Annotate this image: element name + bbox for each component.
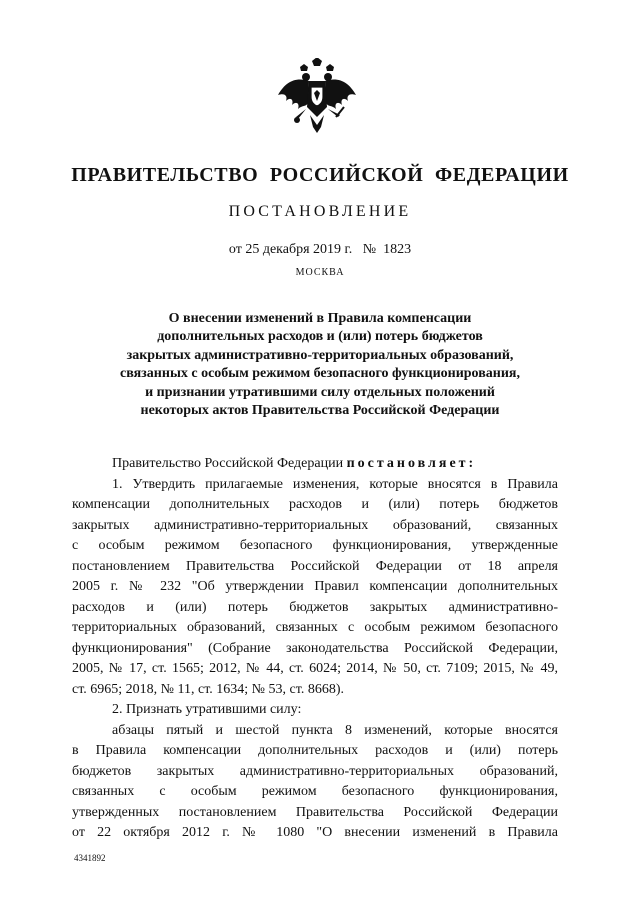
body-line: 2005 г. № 232 "Об утверждении Правил компенсации дополнительных bbox=[72, 579, 558, 594]
body-line: 2. Признать утратившими силу: bbox=[112, 702, 302, 717]
document-heading bbox=[60, 310, 580, 420]
body-line: функционирования" (Собрание законодательства Российской Федерации, bbox=[72, 640, 558, 656]
body-line: бюджетов закрытых административно-территориальных образований, bbox=[72, 763, 558, 779]
heading-line: закрытых административно-территориальных образований, bbox=[126, 347, 514, 363]
body-line: утвержденных постановлением Правительства Российской Федерации bbox=[72, 804, 558, 820]
body-line: закрытых административно-территориальных образований, связанных bbox=[72, 517, 558, 533]
russian-coat-of-arms-icon bbox=[276, 57, 358, 143]
document-code: 4341892 bbox=[74, 853, 106, 863]
heading-line: О внесении изменений в Правила компенсации bbox=[168, 311, 472, 326]
body-line: 2005, № 17, ст. 1565; 2012, № 44, ст. 6024; 2014, № 50, ст. 7109; 2015, № 49, bbox=[72, 661, 558, 676]
body-line: от 22 октября 2012 г. № 1080 "О внесении изменений в Правила bbox=[72, 825, 558, 840]
heading-line: дополнительных расходов и (или) потерь бюджетов bbox=[157, 329, 483, 345]
heading-line: и признании утратившими силу отдельных положений bbox=[145, 384, 495, 400]
government-title: ПРАВИТЕЛЬСТВО РОССИЙСКОЙ ФЕДЕРАЦИИ bbox=[71, 164, 569, 186]
preamble-text: Правительство Российской Федерации bbox=[112, 456, 344, 471]
heading-line: некоторых актов Правительства Российской Федерации bbox=[140, 403, 500, 419]
body-line: связанных с особым режимом безопасного функционирования, bbox=[72, 784, 558, 799]
body-line: в Правила компенсации дополнительных расходов и (или) потерь bbox=[72, 743, 558, 758]
body-line: абзацы пятый и шестой пункта 8 изменений, которые вносятся bbox=[112, 722, 558, 738]
document-date-line bbox=[0, 242, 640, 258]
document-type: ПОСТАНОВЛЕНИЕ bbox=[228, 203, 412, 220]
body-line: расходов и (или) потерь бюджетов закрытых административно- bbox=[72, 599, 558, 615]
number-sign: № bbox=[362, 242, 377, 257]
body-line: с особым режимом безопасного функционирования, утвержденные bbox=[72, 538, 558, 553]
body-line: компенсации дополнительных расходов и (или) потерь бюджетов bbox=[72, 497, 558, 512]
body-line: ст. 6965; 2018, № 11, ст. 1634; № 53, ст. 8668). bbox=[72, 681, 344, 697]
body-line: постановлением Правительства Российской Федерации от 18 апреля bbox=[72, 558, 558, 574]
body-line: территориальных образований, связанных с особым режимом безопасного bbox=[72, 620, 558, 635]
body-line: 1. Утвердить прилагаемые изменения, которые вносятся в Правила bbox=[112, 476, 558, 492]
preamble-verb: постановляет: bbox=[346, 456, 477, 471]
document-date: от 25 декабря 2019 г. bbox=[228, 242, 353, 257]
preamble bbox=[72, 454, 558, 475]
document-body bbox=[72, 454, 558, 844]
document-number: 1823 bbox=[383, 242, 412, 257]
heading-line: связанных с особым режимом безопасного функционирования, bbox=[120, 366, 520, 382]
city: МОСКВА bbox=[295, 267, 345, 278]
